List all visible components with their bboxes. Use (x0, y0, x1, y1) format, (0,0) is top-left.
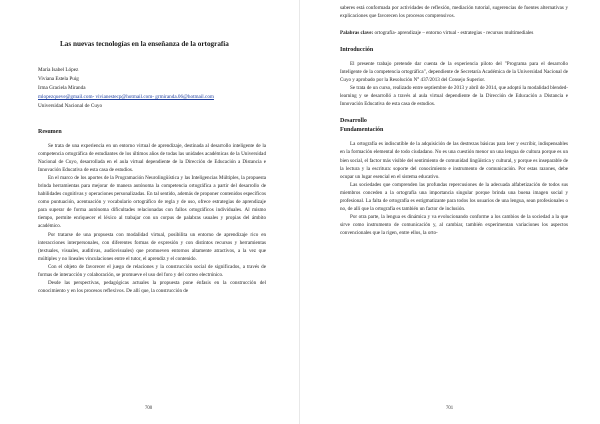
keywords (340, 29, 568, 37)
continued-paragraph: saberes está conformada por actividades de reflexión, mediación tutorial, sugerencias de fuentes alternativas y explicaciones que favorecen los procesos comprensivos. (340, 5, 568, 20)
abstract-paragraph: En el marco de los aportes de la Programación Neurolingüística y las Inteligencias Múltiples, la propuesta brinda herramientas para mejorar de manera autónoma la competencia ortográfica a partir del desarrollo de habilidades cognitivas y operaciones personalizadas. En tal sentido, además de proponer contenidos específicos como puntuación, acentuación y vocabulario ortográfico de regla y de uso, ofrece estrategias de aprendizaje para superar de forma autónoma dificultades relacionadas con fallos ortográficos individuales. Al mismo tiempo, permite enriquecer el léxico al trabajar con un corpus de palabras usuales y propias del ámbito académico. (38, 175, 266, 230)
affiliation: Universidad Nacional de Cuyo (38, 103, 103, 109)
intro-paragraph: El presente trabajo pretende dar cuenta de la experiencia piloto del "Programa para el desarrollo Inteligente de la competencia ortográfica", dependiente de Secretaría Académica de la Universidad Nacional de Cuyo y aprobado por la Resolución N° 437/2013 del Consejo Superior. (340, 61, 568, 84)
fundamentacion-heading: Fundamentación (340, 127, 384, 134)
fundamentacion-paragraph: La ortografía es indiscutible de la adquisición de las destrezas básicas para leer y escribir, indispensables en la formación elemental de todo ciudadano. No es una cuestión menor un una lengua de cultura porque es un bien social, el factor más visible del sentimiento de comunidad lingüística y cultural, y porque es inseparable de la lectura y la escritura: soporte del conocimiento e instrumento de comunicación. Por estas razones, debe ocupar un lugar esencial en el sistema educativo. (340, 141, 568, 180)
keywords-label: Palabras clave: (340, 30, 374, 37)
page-number-right: 701 (446, 406, 454, 411)
page-number-left: 700 (145, 406, 153, 411)
right-page-body (340, 4, 568, 237)
keywords-text: ortografía- aprendizaje – entorno virtual - estrategias - recursos multimediales (374, 30, 534, 37)
resumen-heading: Resumen (38, 129, 62, 135)
author-emails-link[interactable]: mlopezqueve@gmail.com- vivianestecp@hotmail.com- grmiranda.06@hotmail.com (38, 94, 214, 100)
author-name: Viviana Estela Puig (38, 76, 79, 82)
page-divider (299, 0, 300, 424)
intro-paragraph: Se trata de un curso, realizado entre septiembre de 2013 y abril de 2014, que adoptó la modalidad blended-learning y se desarrolló a través al aula virtual dependiente de la Dirección de Educación a Distancia e Innovación Educativa de esta casa de estudios. (340, 85, 568, 108)
abstract-paragraph: Desde las perspectivas, pedagógicas actuales la propuesta pone énfasis en la construcción del conocimiento y en los procesos reflexivos. De allí que, la construcción de (38, 279, 266, 294)
abstract-paragraph: Por tratarse de una propuesta con modalidad virtual, posibilita un entorno de aprendizaje rico en interacciones interpersonales, con diferentes formas de expresión y con distintos recursos y herramientas (textuales, visuales, auditivas, audiovisuales) que promueven entornos altamente atractivos, a la vez que múltiples y no lineales vinculaciones entre el tutor, el aprendiz y el contenido. (38, 231, 266, 262)
abstract-paragraph: Se trata de una experiencia en un entorno virtual de aprendizaje, destinada al desarrollo inteligente de la competencia ortográfica de estudiantes de los últimos años de todas las unidades académicas de la Universidad Nacional de Cuyo, desarrollada en el aula virtual dependiente de la Dirección de Educación a Distancia e Innovación Educativa de esta casa de estudios. (38, 143, 266, 174)
fundamentacion-paragraph: Las sociedades que comprenden las profundas repercusiones de la adecuada alfabetización de todos sus miembros conceden a la ortografía una importancia singular porque brinda una buena imagen social y profesional. La falta de ortografía es estigmatizante para todos los usuarios de una lengua, sean profesionales o no, de allí que la ortografía es también un factor de inclusión. (340, 181, 568, 212)
author-name: Irma Graciela Miranda (38, 85, 86, 91)
fundamentacion-paragraph: Por otra parte, la lengua es dinámica y va evolucionando conforme a los cambios de la sociedad a la que sirve como instrumento de comunicación y, al cambiar, también experimentan variaciones los aspectos convencionales que la rigen, entre ellos, la orto- (340, 213, 568, 236)
desarrollo-heading: Desarrollo (340, 118, 367, 125)
abstract-section (38, 128, 266, 295)
author-name: María Isabel López (38, 67, 79, 73)
introduccion-heading: Introducción (340, 47, 374, 54)
abstract-paragraph: Con el objeto de favorecer el juego de relaciones y la construcción social de significados, a través de formas de interacción y colaboración, se promueve el uso del foro y del correo electrónico. (38, 263, 266, 278)
author-block (38, 66, 268, 111)
paper-title: Las nuevas tecnologías en la enseñanza de la ortografía (60, 40, 229, 48)
